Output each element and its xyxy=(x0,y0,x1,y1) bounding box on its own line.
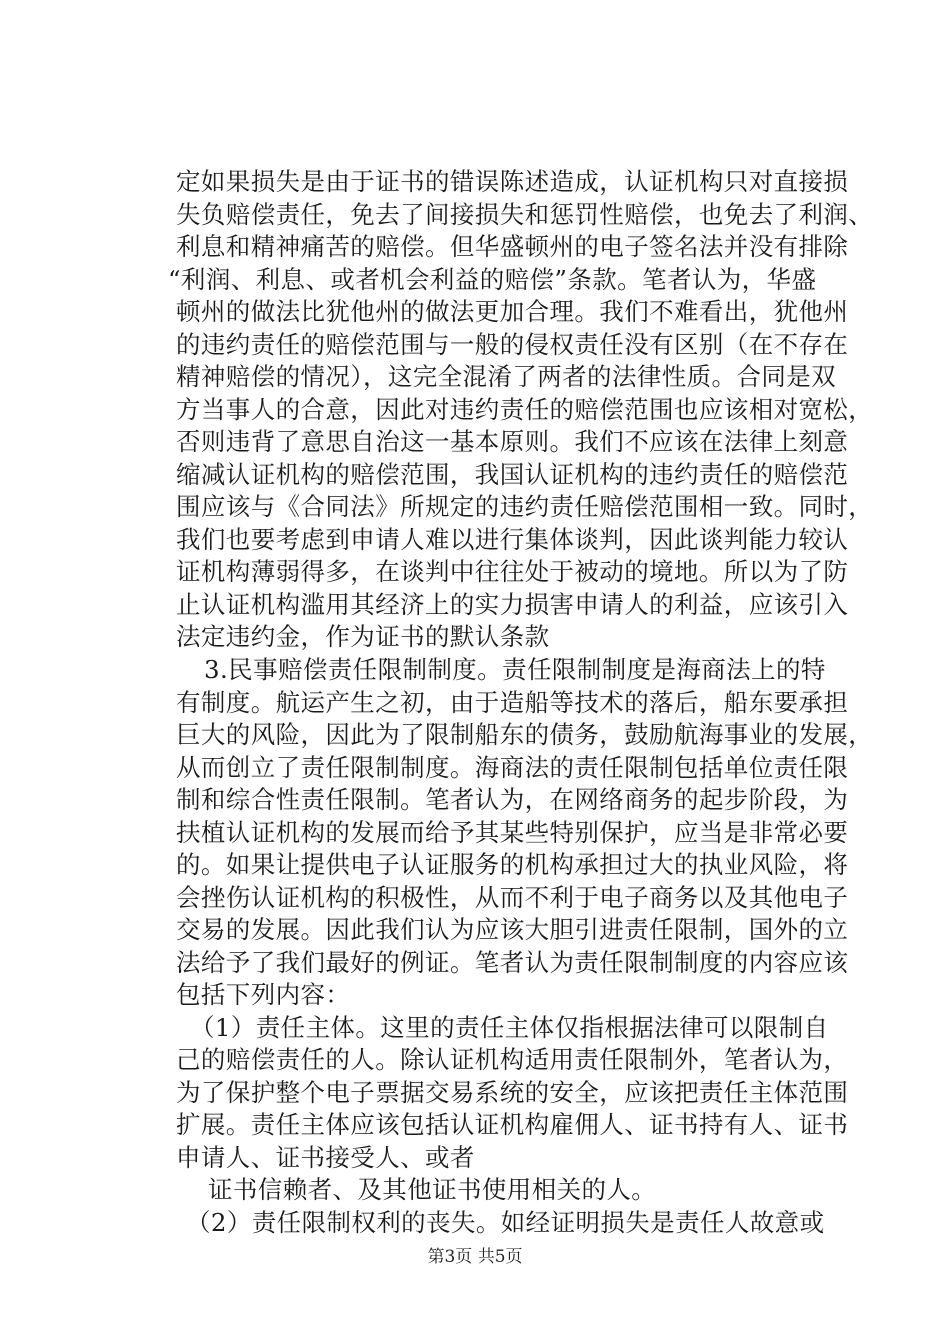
body-text-line: 为了保护整个电子票据交易系统的安全，应该把责任主体范围 xyxy=(176,1078,849,1107)
body-text-line: 有制度。航运产生之初，由于造船等技术的落后，船东要承担 xyxy=(176,688,849,717)
page-number-footer: 第3页 共5页 xyxy=(427,1247,523,1267)
body-text-line: 顿州的做法比犹他州的做法更加合理。我们不难看出，犹他州 xyxy=(176,297,849,326)
body-text-line: 法定违约金，作为证书的默认条款 xyxy=(176,622,550,651)
body-text-line: 利息和精神痛苦的赔偿。但华盛顿州的电子签名法并没有排除 xyxy=(176,232,849,261)
body-text-line: 3.民事赔偿责任限制制度。责任限制制度是海商法上的特 xyxy=(204,655,826,684)
body-text-line: 己的赔偿责任的人。除认证机构适用责任限制外，笔者认为， xyxy=(176,1045,849,1074)
body-text-line: 的。如果让提供电子认证服务的机构承担过大的执业风险，将 xyxy=(176,850,849,879)
body-text-line: （2）责任限制权利的丧失。如经证明损失是责任人故意或 xyxy=(186,1208,825,1237)
body-text-line: “利润、利息、或者机会利益的赔偿”条款。笔者认为，华盛 xyxy=(168,265,817,294)
body-text-line: 我们也要考虑到申请人难以进行集体谈判，因此谈判能力较认 xyxy=(176,525,849,554)
body-text-line: 失负赔偿责任，免去了间接损失和惩罚性赔偿，也免去了利润、 xyxy=(176,200,874,229)
body-text-line: 否则违背了意思自治这一基本原则。我们不应该在法律上刻意 xyxy=(176,427,849,456)
body-text-line: 巨大的风险，因此为了限制船东的债务，鼓励航海事业的发展， xyxy=(176,720,874,749)
body-text-line: 精神赔偿的情况），这完全混淆了两者的法律性质。合同是双 xyxy=(176,362,837,391)
body-text-line: 包括下列内容： xyxy=(176,980,351,1009)
body-text-line: 缩减认证机构的赔偿范围，我国认证机构的违约责任的赔偿范 xyxy=(176,460,849,489)
body-text-line: 申请人、证书接受人、或者 xyxy=(176,1143,475,1172)
body-text-line: 交易的发展。因此我们认为应该大胆引进责任限制，国外的立 xyxy=(176,915,849,944)
body-text-line: 的违约责任的赔偿范围与一般的侵权责任没有区别（在不存在 xyxy=(176,330,849,359)
body-text-line: 扩展。责任主体应该包括认证机构雇佣人、证书持有人、证书 xyxy=(176,1110,849,1139)
body-text-line: 方当事人的合意，因此对违约责任的赔偿范围也应该相对宽松， xyxy=(176,395,874,424)
body-text-line: 证书信赖者、及其他证书使用相关的人。 xyxy=(208,1175,657,1204)
body-text-line: 定如果损失是由于证书的错误陈述造成，认证机构只对直接损 xyxy=(176,167,849,196)
body-text-line: （1）责任主体。这里的责任主体仅指根据法律可以限制自 xyxy=(190,1013,829,1042)
body-text-line: 法给予了我们最好的例证。笔者认为责任限制制度的内容应该 xyxy=(176,948,849,977)
body-text-line: 围应该与《合同法》所规定的违约责任赔偿范围相一致。同时， xyxy=(176,492,874,521)
body-text-line: 止认证机构滥用其经济上的实力损害申请人的利益，应该引入 xyxy=(176,590,849,619)
body-text-line: 证机构薄弱得多，在谈判中往往处于被动的境地。所以为了防 xyxy=(176,557,849,586)
body-text-line: 从而创立了责任限制制度。海商法的责任限制包括单位责任限 xyxy=(176,753,849,782)
body-text-line: 扶植认证机构的发展而给予其某些特别保护，应当是非常必要 xyxy=(176,818,849,847)
body-text-line: 制和综合性责任限制。笔者认为，在网络商务的起步阶段，为 xyxy=(176,785,849,814)
body-text-line: 会挫伤认证机构的积极性，从而不利于电子商务以及其他电子 xyxy=(176,883,849,912)
